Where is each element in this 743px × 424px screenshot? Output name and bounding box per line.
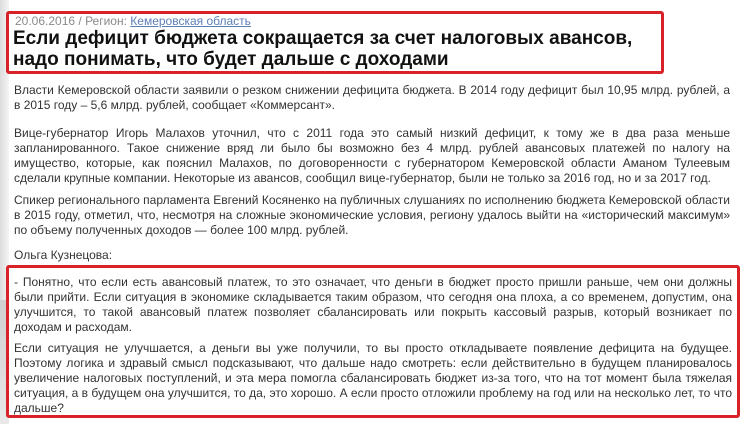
body-paragraph-3: Спикер регионального парламента Евгений Косяненко на публичных слушаниях по исполнению бюджета Кемеровской области в 2015 году, отметил, что, несмотря на сложные экономические условия, региону удалось выйти на «исторический максимум» по объему полученных доходов — более 100 млрд. рублей. [14, 193, 730, 237]
quote-author: Ольга Кузнецова: [14, 248, 113, 262]
quote-paragraph-1: - Понятно, что если есть авансовый платеж, то это означает, что деньги в бюджет просто пришли раньше, чем они должны были прийти. Если ситуация в экономике складывается таким образом, что сегодня она плоха, а со временем, допустим, она улучшится, то такой авансовый платеж позволяет сбалансировать или покрыть кассовый разрыв, который возникает по доходам и расходам. [14, 275, 732, 334]
article-headline: Если дефицит бюджета сокращается за счет налоговых авансов, надо понимать, что будет дальше с доходами [13, 28, 633, 70]
region-label: Регион: [85, 14, 131, 28]
meta-separator: / [75, 14, 86, 28]
region-link[interactable]: Кемеровская область [130, 14, 251, 28]
article-date: 20.06.2016 [15, 14, 76, 28]
body-paragraph-1: Власти Кемеровской области заявили о резком снижении дефицита бюджета. В 2014 году дефицит был 10,95 млрд. рублей, а в 2015 году – 5,6 млрд. рублей, сообщает «Коммерсант». [14, 83, 730, 112]
quote-paragraph-2: Если ситуация не улучшается, а деньги вы уже получили, то вы просто откладываете появление дефицита на будущее. Поэтому логика и здравый смысл подсказывают, что дальше надо смотреть: если действительно в будущем планировалось увеличение налоговых поступлений, и эта мера помогла сбалансировать бюджет из-за того, что на тот момент была тяжелая ситуация, а в будущем она улучшится, то да, это хорошо. А если просто отложили проблему на год или на несколько лет, то что дальше? [14, 341, 732, 415]
article-meta [15, 14, 251, 28]
body-paragraph-2: Вице-губернатор Игорь Малахов уточнил, что с 2011 года это самый низкий дефицит, к тому же в два раза меньше запланированного. Такое снижение вряд ли было бы возможно без 4 млрд. рублей авансовых платежей по налогу на имущество, которые, как пояснил Малахов, по договоренности с губернатором Кемеровской области Аманом Тулеевым сделали крупные компании. Некоторые из авансов, сообщил вице-губернатор, были не только за 2016 год, но и за 2017 год. [14, 126, 730, 185]
